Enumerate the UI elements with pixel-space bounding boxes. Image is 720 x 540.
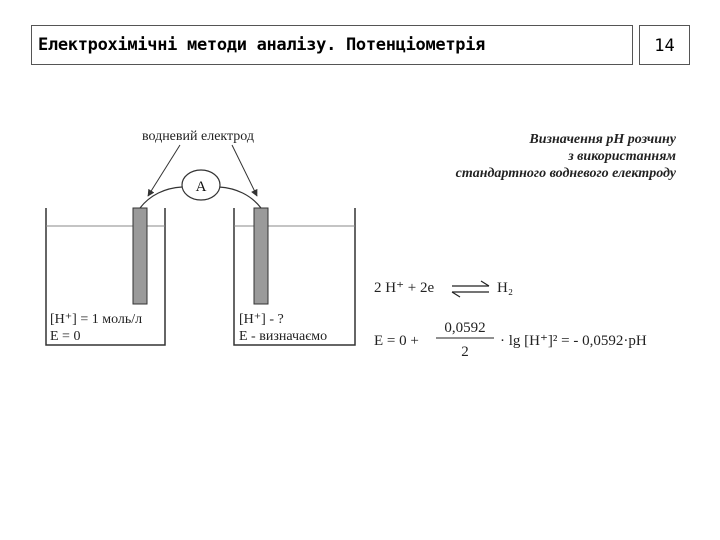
fraction-denominator: 2 [461,344,469,360]
electrode-label: водневий електрод [141,129,255,144]
equilibrium-arrows-icon [452,281,489,297]
right-concentration: [H⁺] - ? [239,312,284,327]
description-line-2: з використанням [568,149,676,164]
left-concentration: [H⁺] = 1 моль/л [50,312,143,327]
reaction-right: H₂ [497,280,514,296]
description-line-1: Визначення pH розчину [529,132,676,147]
reaction-left: 2 H⁺ + 2e [374,280,435,296]
nernst-right: · lg [H⁺]² = - 0,0592·pH [500,333,647,349]
nernst-left: E = 0 + [374,333,419,349]
left-electrode [133,208,147,304]
left-potential: E = 0 [50,329,81,344]
right-potential: E - визначаємо [239,329,328,344]
right-pointer-arrow [232,145,257,196]
ammeter-label: A [195,179,207,195]
page-number: 14 [654,36,675,56]
slide-title: Електрохімічні методи аналізу. Потенціометрія [38,35,486,55]
fraction-numerator: 0,0592 [444,320,486,336]
right-wire [219,187,261,208]
left-wire [140,187,182,208]
description-line-3: стандартного водневого електроду [455,166,676,181]
right-electrode [254,208,268,304]
left-pointer-arrow [148,145,180,196]
